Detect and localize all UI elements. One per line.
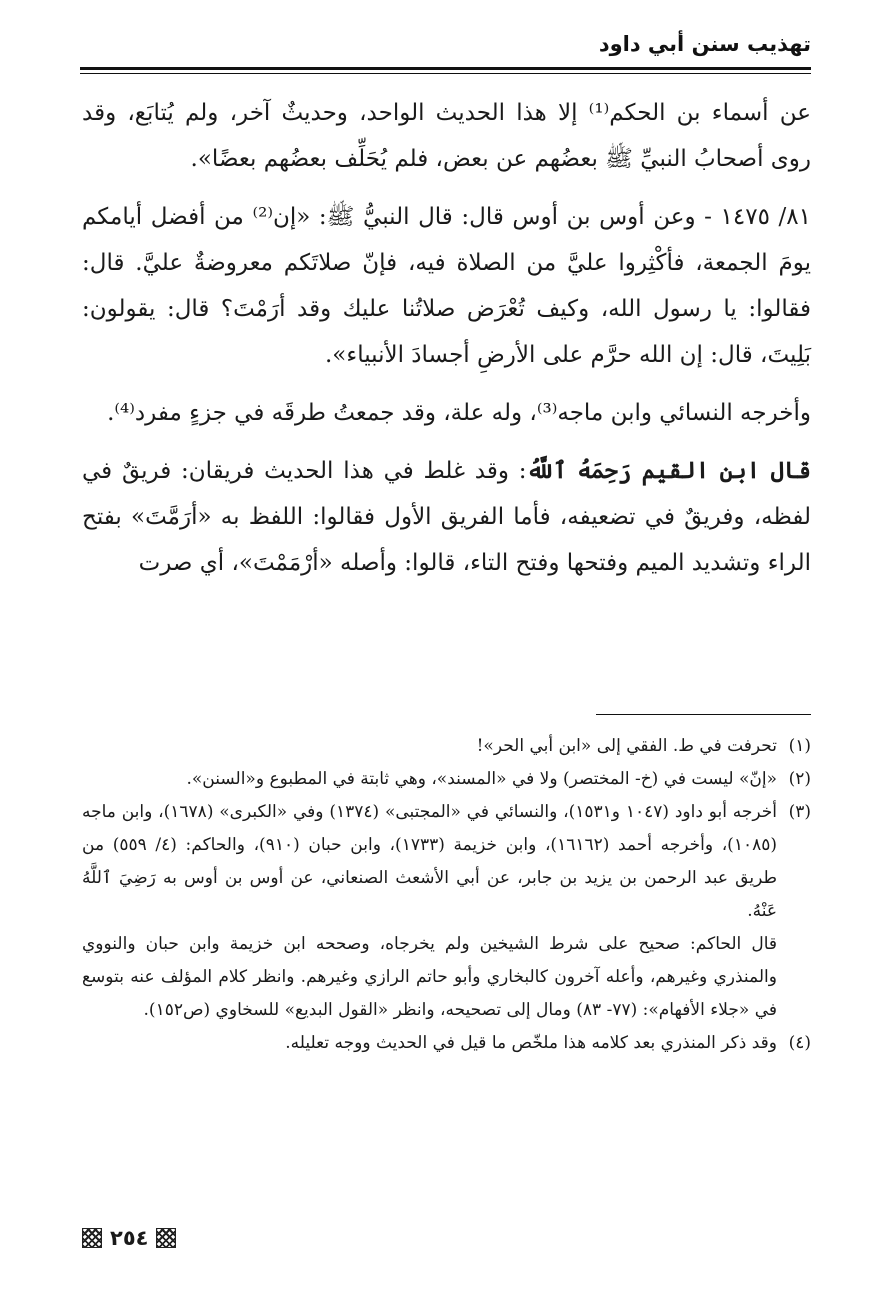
header-rule-thin <box>80 73 811 74</box>
footnote-text: أخرجه أبو داود (١٠٤٧ و١٥٣١)، والنسائي في «المجتبى» (١٣٧٤) وفي «الكبرى» (١٦٧٨)، وابن ماجه (١٠٨٥)، وأخرجه أحمد (١٦١٦٢)، وابن خزيمة (١٧٣٣)، وابن حبان (٩١٠)، والحاكم: (٤/ ٥٥٩) من طريق عبد الرحمن بن يزيد بن جابر، عن أبي الأشعث الصنعاني، عن أوس بن أوس به رَضِيَ ٱللَّهُ عَنْهُ. <box>82 802 777 921</box>
footnote-number: (٣) <box>788 802 811 822</box>
speaker-label: قال ابن القيم رَحِمَهُ ٱللَّهُ <box>526 457 812 484</box>
footnote-separator <box>596 714 811 715</box>
running-title: تهذيب سنن أبي داود <box>598 32 811 56</box>
paragraph-takhrij: وأخرجه النسائي وابن ماجه⁽³⁾، وله علة، وقد جمعتُ طرقَه في جزءٍ مفرد⁽⁴⁾. <box>107 400 811 426</box>
header-rule <box>80 67 811 70</box>
paragraph-1: عن أسماء بن الحكم⁽¹⁾ إلا هذا الحديث الواحد، وحديثٌ آخر، ولم يُتابَع، وقد روى أصحابُ النبيِّ ﷺ بعضُهم عن بعض، فلم يُحَلِّف بعضُهم بعضًا». <box>82 100 811 172</box>
footnote-text: «إنّ» ليست في (خ- المختصر) ولا في «المسند»، وهي ثابتة في المطبوع و«السنن». <box>186 769 777 789</box>
ornament-icon <box>156 1228 176 1248</box>
main-text <box>82 90 811 598</box>
footnote-4 <box>82 1027 811 1060</box>
footnote-text: وقد ذكر المنذري بعد كلامه هذا ملخّص ما قيل في الحديث ووجه تعليله. <box>285 1033 777 1053</box>
paragraph-hadith: ٨١/ ١٤٧٥ - وعن أوس بن أوس قال: قال النبيُّ ﷺ: «إن⁽²⁾ من أفضل أيامكم يومَ الجمعة، فأكْثِروا عليَّ من الصلاة فيه، فإنّ صلاتَكم معروضةٌ عليَّ. قال: فقالوا: يا رسول الله، وكيف تُعْرَض صلاتُنا عليك وقد أرَمْتَ؟ قال: يقولون: بَلِيتَ، قال: إن الله حرَّم على الأرضِ أجسادَ الأنبياء». <box>82 204 811 368</box>
footnote-1 <box>82 730 811 763</box>
footnote-text-continued: قال الحاكم: صحيح على شرط الشيخين ولم يخرجاه، وصححه ابن خزيمة وابن حبان والنووي والمنذري وغيرهم، وأعله آخرون كالبخاري وأبو حاتم الرازي وغيرهم. وانظر كلام المؤلف عنه بتوسع في «جلاء الأفهام»: (٧٧- ٨٣) ومال إلى تصحيحه، وانظر «القول البديع» للسخاوي (ص١٥٢). <box>82 934 777 1020</box>
footnote-number: (٢) <box>788 769 811 789</box>
footnotes <box>82 730 811 1060</box>
page-footer <box>82 1226 176 1250</box>
footnote-3 <box>82 796 811 1027</box>
ornament-icon <box>82 1228 102 1248</box>
footnote-number: (١) <box>788 736 811 756</box>
footnote-text: تحرفت في ط. الفقي إلى «ابن أبي الحر»! <box>476 736 777 756</box>
paragraph-ibn-qayyim-text: : وقد غلط في هذا الحديث فريقان: فريقٌ في لفظه، وفريقٌ في تضعيفه، فأما الفريق الأول فقالوا: اللفظ به «أرَمَّتَ» بفتح الراء وتشديد الميم وفتحها وفتح التاء، قالوا: وأصله «أرْمَمْتَ»، أي صرت <box>82 458 811 576</box>
footnote-2 <box>82 763 811 796</box>
page-number: ٢٥٤ <box>110 1226 149 1250</box>
footnote-number: (٤) <box>788 1033 811 1053</box>
paragraph-ibn-qayyim <box>82 448 811 586</box>
